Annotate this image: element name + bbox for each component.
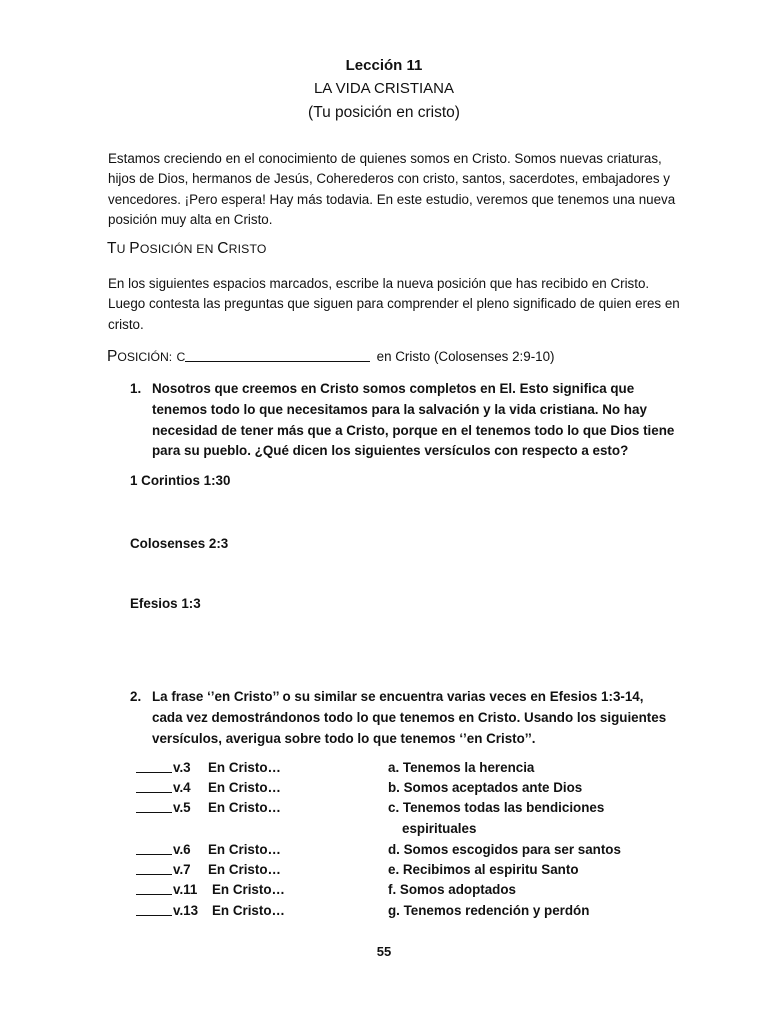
heading-part: OSICIÓN EN (139, 242, 218, 256)
verse-reference: Efesios 1:3 (130, 596, 201, 611)
answer-option: b. Somos aceptados ante Dios (388, 780, 583, 795)
heading-part: RISTO (228, 242, 267, 256)
section-heading (107, 240, 267, 258)
answer-option: f. Somos adoptados (388, 882, 516, 897)
matching-row (136, 903, 696, 923)
answer-option: a. Tenemos la herencia (388, 760, 535, 775)
answer-option: e. Recibimos al espiritu Santo (388, 862, 579, 877)
matching-row (136, 842, 696, 862)
answer-blank[interactable] (136, 772, 172, 773)
answer-blank[interactable] (136, 874, 172, 875)
en-cristo-label: En Cristo… (212, 903, 285, 918)
matching-row (136, 882, 696, 902)
question-text: La frase ‘’en Cristo’’ o su similar se encuentra varias veces en Efesios 1:3-14, cada vez demostrándonos todo lo que tenemos en Cristo. Usando los siguientes versículos, averigua sobre todo lo que tenemos ‘’en Cristo’’. (152, 689, 667, 746)
instructions-paragraph: En los siguientes espacios marcados, escribe la nueva posición que has recibido en Cristo. Luego contesta las preguntas que siguen para comprender el pleno significado de quien eres en cristo. (108, 276, 680, 332)
page-number: 55 (376, 944, 392, 959)
verse-reference: Colosenses 2:3 (130, 536, 229, 551)
verse-reference: 1 Corintios 1:30 (130, 473, 231, 488)
verse-label: v.7 (173, 862, 191, 877)
en-cristo-label: En Cristo… (208, 780, 281, 795)
verse-label: v.6 (173, 842, 191, 857)
heading-part: C (217, 240, 229, 257)
question-number: 1. (130, 381, 142, 396)
heading-part: T (107, 240, 117, 257)
verse-label: v.13 (173, 903, 199, 918)
verse-label: v.3 (173, 760, 191, 775)
answer-option: g. Tenemos redención y perdón (388, 903, 590, 918)
heading-part: P (129, 240, 140, 257)
answer-blank[interactable] (136, 854, 172, 855)
question-1 (130, 379, 675, 462)
position-blank[interactable] (185, 347, 370, 362)
question-text: Nosotros que creemos en Cristo somos completos en El. Esto significa que tenemos todo lo que necesitamos para la salvación y la vida cristiana. No hay necesidad de tener más que a Cristo, porque en el tenemos todo lo que Dios tiene para su pueblo. ¿Qué dicen los siguientes versículos con respecto a esto? (152, 381, 675, 459)
position-line (107, 347, 555, 366)
matching-row (136, 800, 696, 820)
verse-label: v.5 (173, 800, 191, 815)
position-label: P (107, 348, 118, 365)
en-cristo-label: En Cristo… (208, 760, 281, 775)
answer-option: c. Tenemos todas las bendiciones (388, 800, 605, 815)
en-cristo-label: En Cristo… (208, 800, 281, 815)
answer-option-continuation: espirituales (402, 821, 477, 836)
matching-row (136, 862, 696, 882)
position-label: OSICIÓN: (117, 350, 173, 364)
position-reference: en Cristo (Colosenses 2:9-10) (376, 349, 555, 364)
lesson-title: LA VIDA CRISTIANA (313, 80, 455, 97)
lesson-number: Lección 11 (345, 57, 423, 74)
heading-part: U (116, 242, 130, 256)
answer-option: d. Somos escogidos para ser santos (388, 842, 621, 857)
answer-blank[interactable] (136, 792, 172, 793)
matching-row (136, 780, 696, 800)
verse-label: v.11 (173, 882, 198, 897)
position-prefix: C (176, 350, 186, 364)
verse-label: v.4 (173, 780, 191, 795)
question-2 (130, 687, 675, 749)
en-cristo-label: En Cristo… (212, 882, 285, 897)
lesson-subtitle: (Tu posición en cristo) (308, 104, 460, 121)
en-cristo-label: En Cristo… (208, 862, 281, 877)
question-number: 2. (130, 689, 142, 704)
answer-blank[interactable] (136, 894, 172, 895)
en-cristo-label: En Cristo… (208, 842, 281, 857)
intro-paragraph: Estamos creciendo en el conocimiento de quienes somos en Cristo. Somos nuevas criaturas, hijos de Dios, hermanos de Jesús, Coherederos con cristo, santos, sacerdotes, embajadores y vencedores. ¡Pero espera! Hay más todavia. En este estudio, veremos que tenemos una nueva posición muy alta en Cristo. (108, 151, 676, 227)
matching-row (136, 760, 696, 780)
answer-blank[interactable] (136, 812, 172, 813)
answer-blank[interactable] (136, 915, 172, 916)
